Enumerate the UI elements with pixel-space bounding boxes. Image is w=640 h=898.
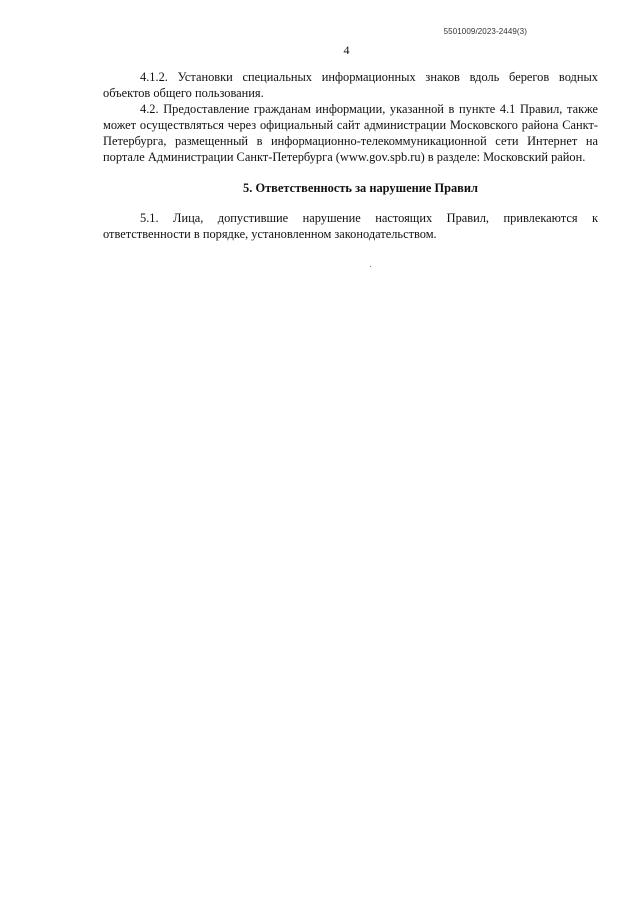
- paragraph-5-1: 5.1. Лица, допустившие нарушение настоящих Правил, привлекаются к ответственности в порядке, установленном законодательством.: [103, 211, 598, 241]
- paragraph-4-1-2: 4.1.2. Установки специальных информационных знаков вдоль берегов водных объектов общего пользования.: [103, 70, 598, 100]
- document-number: 5501009/2023-2449(3): [443, 27, 527, 36]
- document-body: [103, 69, 598, 242]
- section-heading: 5. Ответственность за нарушение Правил: [243, 181, 478, 195]
- page-number: 4: [343, 43, 350, 57]
- scan-speck: [370, 266, 371, 267]
- paragraph-4-2: 4.2. Предоставление гражданам информации, указанной в пункте 4.1 Правил, также может осуществляться через официальный сайт администрации Московского района Санкт-Петербурга, размещенный в информационно-телекоммуникационной сети Интернет на портале Администрации Санкт-Петербурга (www.gov.spb.ru) в разделе: Московский район.: [103, 102, 598, 164]
